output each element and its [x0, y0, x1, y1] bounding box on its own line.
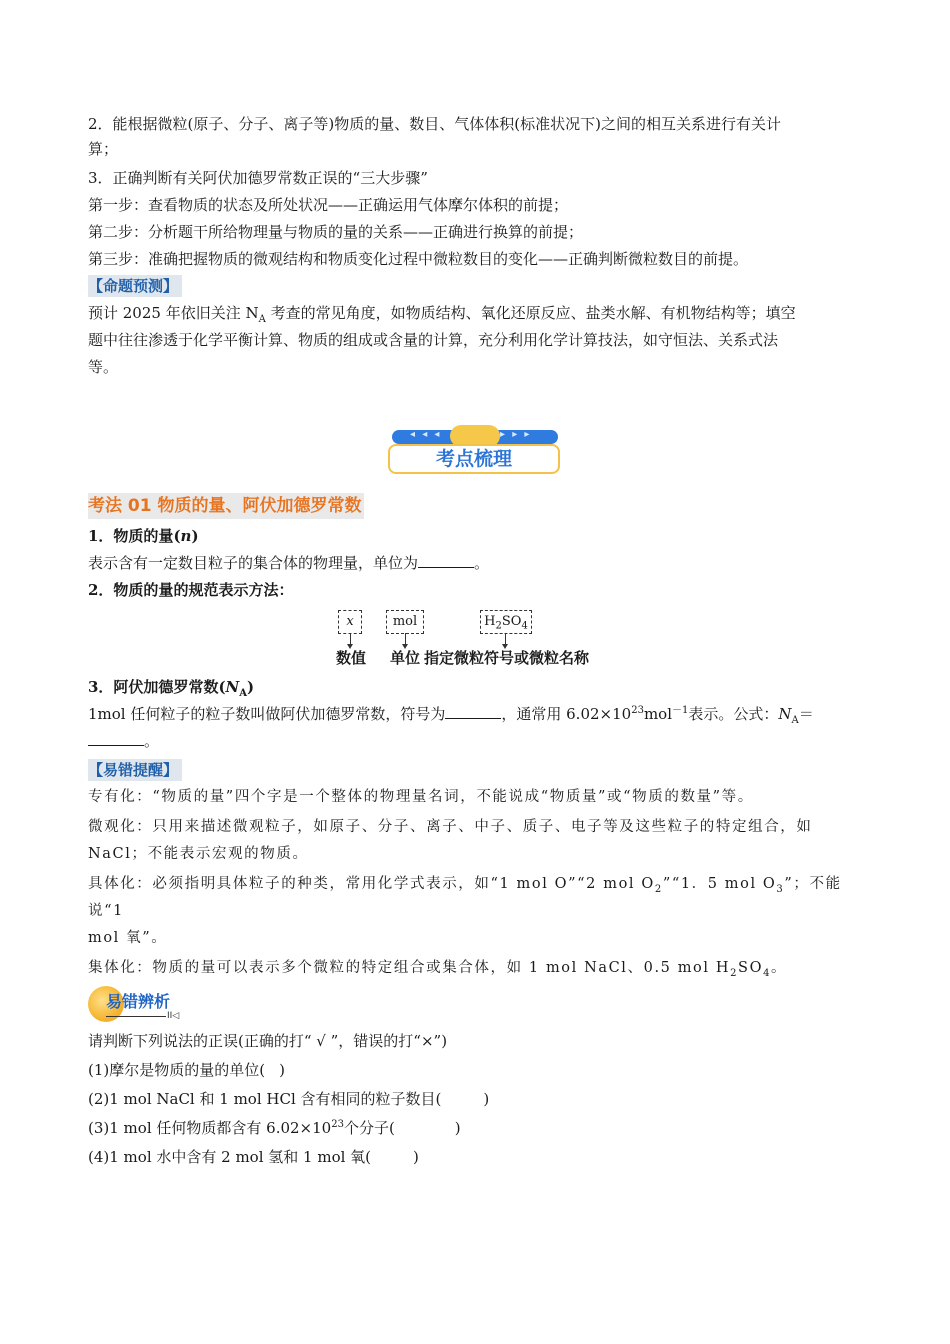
reminder-tag: 【易错提醒】: [88, 759, 182, 781]
answer-blank[interactable]: [445, 704, 501, 719]
unit-label: 单位: [390, 649, 421, 667]
notation-diagram: [88, 606, 864, 670]
heading-notation: 2．物质的量的规范表示方法：: [88, 581, 294, 599]
step1: 第一步：查看物质的状态及所处状况——正确运用气体摩尔体积的前提；: [88, 196, 569, 214]
arrow-right-icon: ▸ ▸ ▸: [500, 429, 532, 440]
analysis-badge-label: 易错辨析: [106, 992, 171, 1011]
answer-blank[interactable]: [418, 553, 474, 568]
unit-box: mol: [386, 610, 424, 634]
divider: [106, 1016, 166, 1017]
prediction-tag: 【命题预测】: [88, 275, 182, 297]
question-1: (1)摩尔是物质的量的单位( ): [88, 1061, 285, 1079]
document-body: [88, 112, 864, 1171]
analysis-badge: [88, 986, 864, 1026]
heading-amount-of-substance: 1．物质的量(n): [88, 527, 199, 545]
section-heading: 考法 01 物质的量、阿伏加德罗常数: [88, 493, 364, 519]
item3: 3．正确判断有关阿伏加德罗常数正误的“三大步骤”: [88, 169, 428, 187]
avogadro-definition: 1mol 任何粒子的粒子数叫做阿伏加德罗常数，符号为 ，通常用 $6.02\times 10^{23}mol^{-1}$表示。公式：$N_A=$: [88, 705, 814, 726]
step2: 第二步：分析题干所给物理量与物质的量的关系——正确进行换算的前提；: [88, 223, 584, 241]
avogadro-formula-line: 。: [88, 728, 864, 755]
badge-mark: II◁: [167, 1011, 180, 1021]
step3: 第三步：准确把握物质的微观结构和物质变化过程中微粒数目的变化——正确判断微粒数目的前提。: [88, 250, 749, 268]
reminder-1: 专有化：“物质的量”四个字是一个整体的物理量名词，不能说成“物质量”或“物质的数量”等。: [88, 789, 754, 805]
definition-amount: 表示含有一定数目粒子的集合体的物理量，单位为 。: [88, 554, 490, 572]
question-3: (3)1 mol 任何物质都含有 $6.02\times 10^{23}$个分子( ): [88, 1119, 461, 1137]
arrow-icon: [405, 633, 406, 645]
value-box: x: [338, 610, 362, 634]
question-2: (2)1 mol NaCl 和 1 mol HCl 含有相同的粒子数目( ): [88, 1090, 490, 1108]
reminder-3-line2: mol 氧”。: [88, 930, 168, 946]
reminder-2-line1: 微观化：只用来描述微观粒子，如原子、分子、离子、中子、质子、电子等及这些粒子的特定组合，如: [88, 819, 813, 835]
section-banner: [388, 424, 564, 476]
analysis-intro: 请判断下列说法的正误(正确的打“ √ ”，错误的打“×”): [88, 1032, 448, 1050]
answer-blank[interactable]: [88, 731, 144, 746]
prediction-line1: 预计 2025 年依旧关注 $N_A$ 考查的常见角度，如物质结构、氧化还原反应、盐类水解、有机物结构等；填空: [88, 304, 796, 325]
heading-avogadro: 3．阿伏加德罗常数$(N_A)$: [88, 678, 255, 699]
item2-line1: 2．能根据微粒(原子、分子、离子等)物质的量、数目、气体体积(标准状况下)之间的相互关系进行有关计: [88, 115, 781, 133]
question-4: (4)1 mol 水中含有 2 mol 氢和 1 mol 氧( ): [88, 1148, 419, 1166]
prediction-line3: 等。: [88, 358, 119, 376]
reminder-3-line1: 具体化：必须指明具体粒子的种类，常用化学式表示，如“1 mol O”“2 mol $O_2”“1$．5 mol $O_3$”；不能说“1: [88, 876, 842, 919]
prediction-line2: 题中往往渗透于化学平衡计算、物质的组成或含量的计算，充分利用化学计算技法，如守恒法、关系式法: [88, 331, 779, 349]
reminder-4: 集体化：物质的量可以表示多个微粒的特定组合或集合体，如 1 mol NaCl、0.5 mol $H_2SO_4$。: [88, 960, 788, 979]
arrow-left-icon: ◂ ◂ ◂: [410, 429, 442, 440]
arrow-icon: [350, 633, 351, 645]
value-label: 数值: [336, 649, 367, 667]
arrow-icon: [505, 633, 506, 645]
particle-label: 指定微粒符号或微粒名称: [424, 649, 590, 667]
item2-line2: 算；: [88, 140, 119, 158]
banner-title: 考点梳理: [435, 448, 512, 470]
particle-box: $H_2SO_4$: [480, 610, 532, 634]
reminder-2-line2: NaCl；不能表示宏观的物质。: [88, 846, 309, 862]
